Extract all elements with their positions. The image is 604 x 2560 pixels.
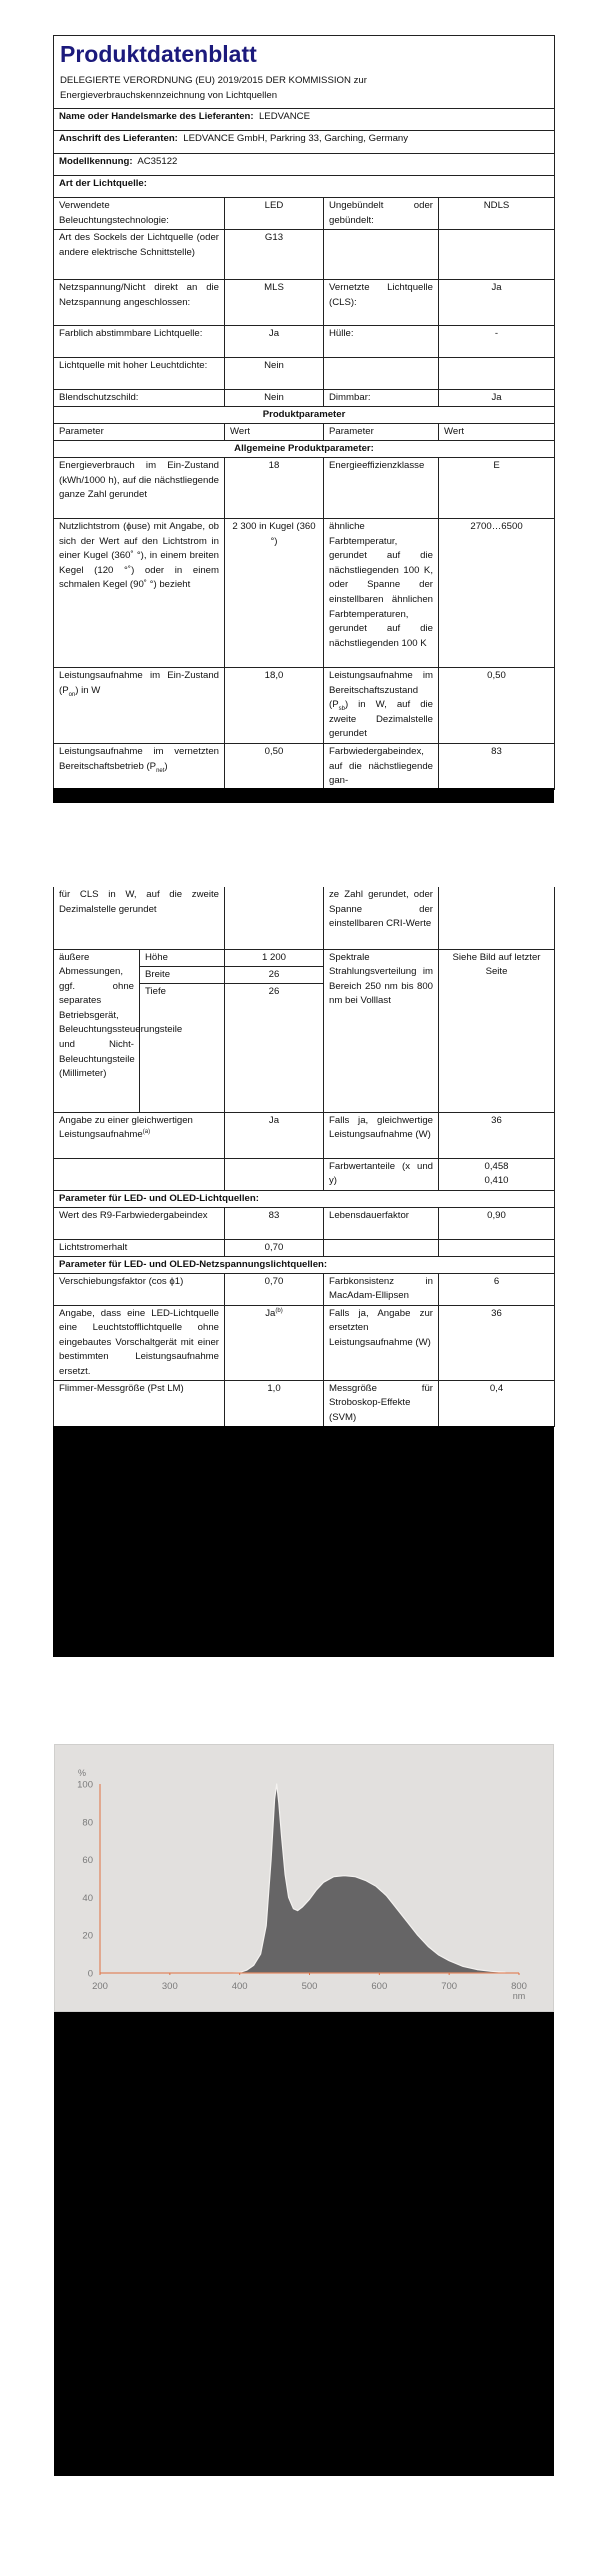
table-row — [54, 668, 555, 744]
dimension-value: 26 — [225, 966, 324, 983]
param-value: Ja — [225, 326, 324, 358]
param-label: Farbwertanteile (x und y) — [324, 1158, 439, 1190]
datasheet-page-1 — [53, 35, 554, 790]
table-row — [54, 326, 555, 358]
param-value: 2 300 in Kugel (360 °) — [225, 519, 324, 668]
y-tick-label: 40 — [82, 1892, 93, 1904]
regulation-line-2: Energieverbrauchskennzeichnung von Lichtquellen — [60, 89, 278, 101]
x-tick-label: 400 — [231, 1981, 248, 1992]
param-value: - — [439, 326, 555, 358]
table-row — [54, 390, 555, 407]
param-label: für CLS in W, auf die zweite Dezimalstelle gerundet — [54, 887, 225, 949]
label-text: Leistungsaufnahme im Ein-Zustand (P — [59, 670, 219, 696]
supplier-address-value: LEDVANCE GmbH, Parkring 33, Garching, Germany — [183, 133, 409, 144]
table-row — [54, 1158, 555, 1190]
param-value: Siehe Bild auf letzter Seite — [439, 949, 555, 1112]
param-value: 18,0 — [225, 668, 324, 744]
model-label: Modellkennung: — [59, 156, 133, 167]
param-value: 6 — [439, 1273, 555, 1305]
param-value: 0,70 — [225, 1273, 324, 1305]
redacted-block — [53, 788, 554, 803]
param-label: Spektrale Strahlungsverteilung im Bereich 250 nm bis 800 nm bei Volllast — [324, 949, 439, 1112]
x-tick-label: 800 — [511, 1981, 527, 1992]
label-text: ) in W, auf die zweite Dezimalstelle gerundet — [329, 699, 433, 740]
spectral-distribution-chart — [54, 1744, 554, 2012]
param-label: Angabe, dass eine LED-Lichtquelle eine Leuchtstofflichtquelle ohne eingebautes Vorschaltgerät mit einer bestimmten Leistungsaufnahme ersetzt. — [54, 1305, 225, 1380]
param-label: Netzspannung/Nicht direkt an die Netzspannung angeschlossen: — [54, 280, 225, 326]
param-label: Flimmer-Messgröße (Pst LM) — [54, 1380, 225, 1426]
param-value: E — [439, 458, 555, 519]
chart-svg — [55, 1745, 555, 2013]
param-value — [439, 887, 555, 949]
param-value: MLS — [225, 280, 324, 326]
param-value: NDLS — [439, 198, 555, 230]
param-value: 83 — [225, 1207, 324, 1239]
param-label: Lichtquelle mit hoher Leuchtdichte: — [54, 358, 225, 390]
param-value: Nein — [225, 390, 324, 407]
label-text: Leistungsaufnahme im Bereitschaftszustand (P — [329, 670, 433, 711]
empty-cell — [225, 1158, 324, 1190]
empty-cell — [439, 1239, 555, 1256]
table-row — [54, 230, 555, 280]
param-label: Energieverbrauch im Ein-Zustand (kWh/1000 h), auf die nächstliegende ganze Zahl gerundet — [54, 458, 225, 519]
param-value: 18 — [225, 458, 324, 519]
y-tick-label: 100 — [77, 1779, 93, 1791]
supplier-address-label: Anschrift des Lieferanten: — [59, 133, 178, 144]
header-cell — [54, 36, 555, 109]
param-label — [54, 1112, 225, 1158]
param-value — [225, 1305, 324, 1380]
footnote-marker: (a) — [142, 1128, 151, 1135]
x-tick-label: 500 — [301, 1981, 318, 1992]
subscript: sb — [338, 706, 345, 713]
x-tick-label: 700 — [441, 1981, 458, 1992]
table-row — [54, 1305, 555, 1380]
footnote-marker: (b) — [275, 1307, 283, 1314]
product-parameters-heading: Produktparameter — [54, 407, 555, 424]
table-row — [54, 458, 555, 519]
table-row — [54, 1112, 555, 1158]
param-value — [439, 358, 555, 390]
light-source-type-heading: Art der Lichtquelle: — [54, 176, 555, 198]
param-label: Art des Sockels der Lichtquelle (oder andere elektrische Schnittstelle) — [54, 230, 225, 280]
param-value: Ja — [225, 1112, 324, 1158]
param-value: 0,4 — [439, 1380, 555, 1426]
param-value: 2700…6500 — [439, 519, 555, 668]
table-row — [54, 358, 555, 390]
empty-cell — [324, 1239, 439, 1256]
y-tick-label: 80 — [82, 1817, 93, 1829]
chroma-x: 0,458 — [484, 1160, 509, 1172]
y-tick-label: 20 — [82, 1930, 93, 1942]
datasheet-page-2 — [53, 887, 554, 1427]
table-row — [54, 280, 555, 326]
column-header: Wert — [225, 424, 324, 441]
dimension-name: Höhe — [140, 949, 225, 966]
param-label: Falls ja, gleichwertige Leistungsaufnahme (W) — [324, 1112, 439, 1158]
label-text: ) in W — [75, 684, 101, 696]
param-value: 0,50 — [225, 744, 324, 790]
model-value: AC35122 — [137, 156, 178, 167]
label-text: Angabe zu einer gleichwertigen Leistungsaufnahme — [59, 1114, 193, 1141]
param-label: ähnliche Farbtemperatur, gerundet auf die nächstliegenden 100 K, oder Spanne der einstellbaren ähnlichen Farbtemperaturen, gerundet auf die nächstliegenden 100 K — [324, 519, 439, 668]
param-value: Nein — [225, 358, 324, 390]
column-header-row — [54, 424, 555, 441]
spectrum-area — [233, 1784, 505, 1973]
dimension-value: 26 — [225, 983, 324, 1112]
param-label: Vernetzte Lichtquelle (CLS): — [324, 280, 439, 326]
supplier-name-row — [54, 109, 555, 131]
x-tick-label: 300 — [161, 1981, 178, 1992]
table-row — [54, 1239, 555, 1256]
param-label: Blendschutzschild: — [54, 390, 225, 407]
param-label: Dimmbar: — [324, 390, 439, 407]
column-header: Wert — [439, 424, 555, 441]
mains-parameters-heading: Parameter für LED- und OLED-Netzspannungslichtquellen: — [54, 1256, 555, 1273]
empty-cell — [54, 1158, 225, 1190]
param-label: Verschiebungsfaktor (cos ϕ1) — [54, 1273, 225, 1305]
general-parameters-heading: Allgemeine Produktparameter: — [54, 441, 555, 458]
param-value: LED — [225, 198, 324, 230]
column-header: Parameter — [54, 424, 225, 441]
column-header: Parameter — [324, 424, 439, 441]
param-label: Hülle: — [324, 326, 439, 358]
table-row — [54, 519, 555, 668]
x-tick-label: 600 — [371, 1981, 388, 1992]
label-text: ) — [164, 760, 168, 772]
param-value: 36 — [439, 1305, 555, 1380]
param-value — [439, 1158, 555, 1190]
subscript: on — [68, 691, 76, 698]
datasheet-table-1 — [53, 35, 555, 790]
table-row — [54, 887, 555, 949]
dimension-value: 1 200 — [225, 949, 324, 966]
dimensions-label: äußere Abmessungen, ggf. ohne separates Betriebsgerät, Beleuchtungssteuerungsteile und Nicht-Beleuchtungsteile (Millimeter) — [54, 949, 140, 1112]
param-label: Ungebündelt oder gebündelt: — [324, 198, 439, 230]
param-label: Farbkonsistenz in MacAdam-Ellipsen — [324, 1273, 439, 1305]
datasheet-table-2 — [53, 887, 555, 1427]
value-text: Ja — [265, 1307, 276, 1319]
param-label — [54, 668, 225, 744]
table-row — [54, 744, 555, 790]
param-value: 0,50 — [439, 668, 555, 744]
param-label: Nutzlichtstrom (ϕuse) mit Angabe, ob sich der Wert auf den Lichtstrom in einer Kugel (360˚ °), in einem breiten Kegel (120 °˚) oder in einem schmalen Kegel (90˚ °) bezieht — [54, 519, 225, 668]
y-tick-label: 0 — [87, 1968, 93, 1980]
param-value — [225, 887, 324, 949]
param-value: 0,90 — [439, 1207, 555, 1239]
x-tick-label: 200 — [92, 1981, 108, 1992]
param-label — [324, 230, 439, 280]
param-value — [439, 230, 555, 280]
redacted-block — [53, 1426, 554, 1657]
table-row — [54, 1380, 555, 1426]
table-row — [54, 198, 555, 230]
param-label: Lichtstromerhalt — [54, 1239, 225, 1256]
table-row — [54, 1273, 555, 1305]
led-parameters-heading: Parameter für LED- und OLED-Lichtquellen: — [54, 1190, 555, 1207]
redacted-block — [54, 2012, 554, 2476]
supplier-name-value: LEDVANCE — [258, 111, 310, 122]
supplier-address-row — [54, 131, 555, 154]
dimension-name: Breite — [140, 966, 225, 983]
supplier-name-label: Name oder Handelsmarke des Lieferanten: — [59, 111, 254, 122]
param-label: Wert des R9-Farbwiedergabeindex — [54, 1207, 225, 1239]
param-value: 83 — [439, 744, 555, 790]
chroma-y: 0,410 — [484, 1175, 509, 1187]
param-value: 36 — [439, 1112, 555, 1158]
param-label: Farbwiedergabeindex, auf die nächstliegende gan- — [324, 744, 439, 790]
param-value: 0,70 — [225, 1239, 324, 1256]
param-value: Ja — [439, 390, 555, 407]
regulation-line-1: DELEGIERTE VERORDNUNG (EU) 2019/2015 DER KOMMISSION zur — [60, 75, 367, 86]
y-tick-label: 60 — [82, 1855, 93, 1867]
table-row — [54, 1207, 555, 1239]
table-row — [54, 949, 555, 966]
param-label: Verwendete Beleuchtungstechnologie: — [54, 198, 225, 230]
param-value: G13 — [225, 230, 324, 280]
subscript: net — [156, 767, 165, 774]
param-value: 1,0 — [225, 1380, 324, 1426]
param-label: Lebensdauerfaktor — [324, 1207, 439, 1239]
param-label: Falls ja, Angabe zur ersetzten Leistungsaufnahme (W) — [324, 1305, 439, 1380]
param-label: Energieeffizienzklasse — [324, 458, 439, 519]
model-row — [54, 154, 555, 176]
y-axis-label: % — [77, 1768, 87, 1778]
x-axis-label: nm — [512, 1991, 526, 2001]
param-label — [324, 668, 439, 744]
dimension-name: Tiefe — [140, 983, 225, 1112]
param-label — [324, 358, 439, 390]
param-value: Ja — [439, 280, 555, 326]
param-label: ze Zahl gerundet, oder Spanne der einstellbaren CRI-Werte — [324, 887, 439, 949]
label-text: Leistungsaufnahme im vernetzten Bereitschaftsbetrieb (P — [59, 746, 219, 772]
param-label: Messgröße für Stroboskop-Effekte (SVM) — [324, 1380, 439, 1426]
param-label: Farblich abstimmbare Lichtquelle: — [54, 326, 225, 358]
param-label — [54, 744, 225, 790]
page-title: Produktdatenblatt — [60, 41, 257, 67]
